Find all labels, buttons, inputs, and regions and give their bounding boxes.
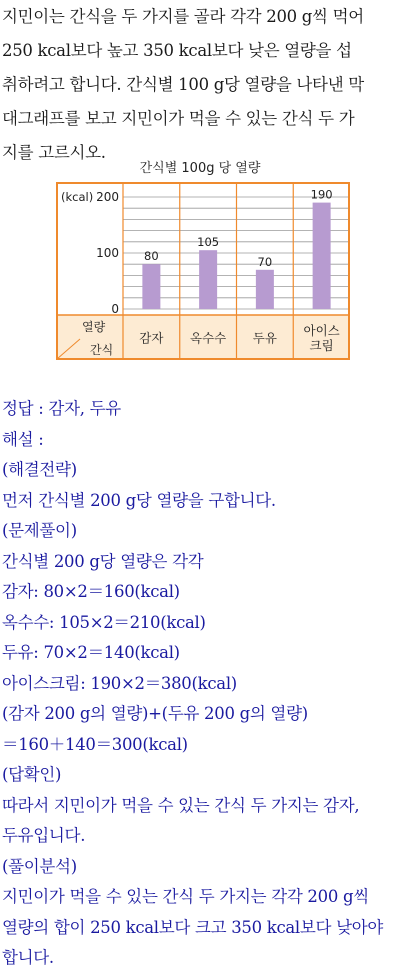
solution-line: 열량의 합이 250 kcal보다 크고 350 kcal보다 낮아야 <box>2 917 384 937</box>
solution-text <box>2 394 398 974</box>
problem-text <box>2 0 398 170</box>
bar <box>313 203 331 309</box>
bar <box>199 250 217 309</box>
category-label: 아이스 <box>303 323 340 338</box>
data-label: 105 <box>197 235 220 250</box>
solution-line: ＝160＋140＝300(kcal) <box>2 734 188 754</box>
category-label: 두유 <box>252 330 277 346</box>
solution-line: 아이스크림: 190×2＝380(kcal) <box>2 673 237 693</box>
solution-line: (해결전략) <box>2 460 77 479</box>
category-label: 감자 <box>139 330 164 346</box>
category-label: 옥수수 <box>190 330 227 346</box>
unit-label: (kcal) <box>61 190 94 204</box>
bar-chart-svg <box>56 182 350 360</box>
solution-line: 먼저 간식별 200 g당 열량을 구합니다. <box>2 490 276 510</box>
problem-line: 250 kcal보다 높고 350 kcal보다 낮은 열량을 섭 <box>2 41 352 60</box>
chart-title: 간식별 100g 당 열량 <box>139 161 261 176</box>
solution-line: 합니다. <box>2 948 54 967</box>
data-label: 190 <box>310 187 333 202</box>
solution-line: 지민이가 먹을 수 있는 간식 두 가지는 각각 200 g씩 <box>2 887 369 906</box>
solution-line: 두유입니다. <box>2 826 86 845</box>
solution-line: 옥수수: 105×2＝210(kcal) <box>2 612 206 632</box>
solution-line: (문제풀이) <box>2 521 77 540</box>
category-label: 크림 <box>309 338 334 353</box>
problem-line: 취하려고 합니다. 간식별 100 g당 열량을 나타낸 막 <box>2 75 364 94</box>
problem-line: 대그래프를 보고 지민이가 먹을 수 있는 간식 두 가 <box>2 109 355 128</box>
solution-line: (답확인) <box>2 765 62 784</box>
y-tick-label: 100 <box>96 246 119 260</box>
solution-line: 해설 : <box>2 429 44 449</box>
bar <box>256 270 274 309</box>
answer-line: 정답 : 감자, 두유 <box>2 399 121 418</box>
y-tick-label: 200 <box>96 190 119 204</box>
data-label: 70 <box>257 254 273 269</box>
bar-chart <box>56 182 350 360</box>
problem-line: 지민이는 간식을 두 가지를 골라 각각 200 g씩 먹어 <box>2 7 364 26</box>
solution-line: (풀이분석) <box>2 856 77 876</box>
solution-line: (감자 200 g의 열량)+(두유 200 g의 열량) <box>2 704 308 723</box>
data-label: 80 <box>144 249 159 264</box>
solution-line: 간식별 200 g당 열량은 각각 <box>2 551 204 571</box>
y-tick-label: 0 <box>111 302 119 316</box>
solution-line: 감자: 80×2＝160(kcal) <box>2 582 180 601</box>
bar <box>142 264 160 309</box>
row-header-top: 열량 <box>82 320 106 334</box>
solution-line: 따라서 지민이가 먹을 수 있는 간식 두 가지는 감자, <box>2 795 360 815</box>
row-header-bottom: 간식 <box>90 343 114 357</box>
solution-line: 두유: 70×2＝140(kcal) <box>2 643 180 662</box>
problem-line: 지를 고르시오. <box>2 143 106 162</box>
